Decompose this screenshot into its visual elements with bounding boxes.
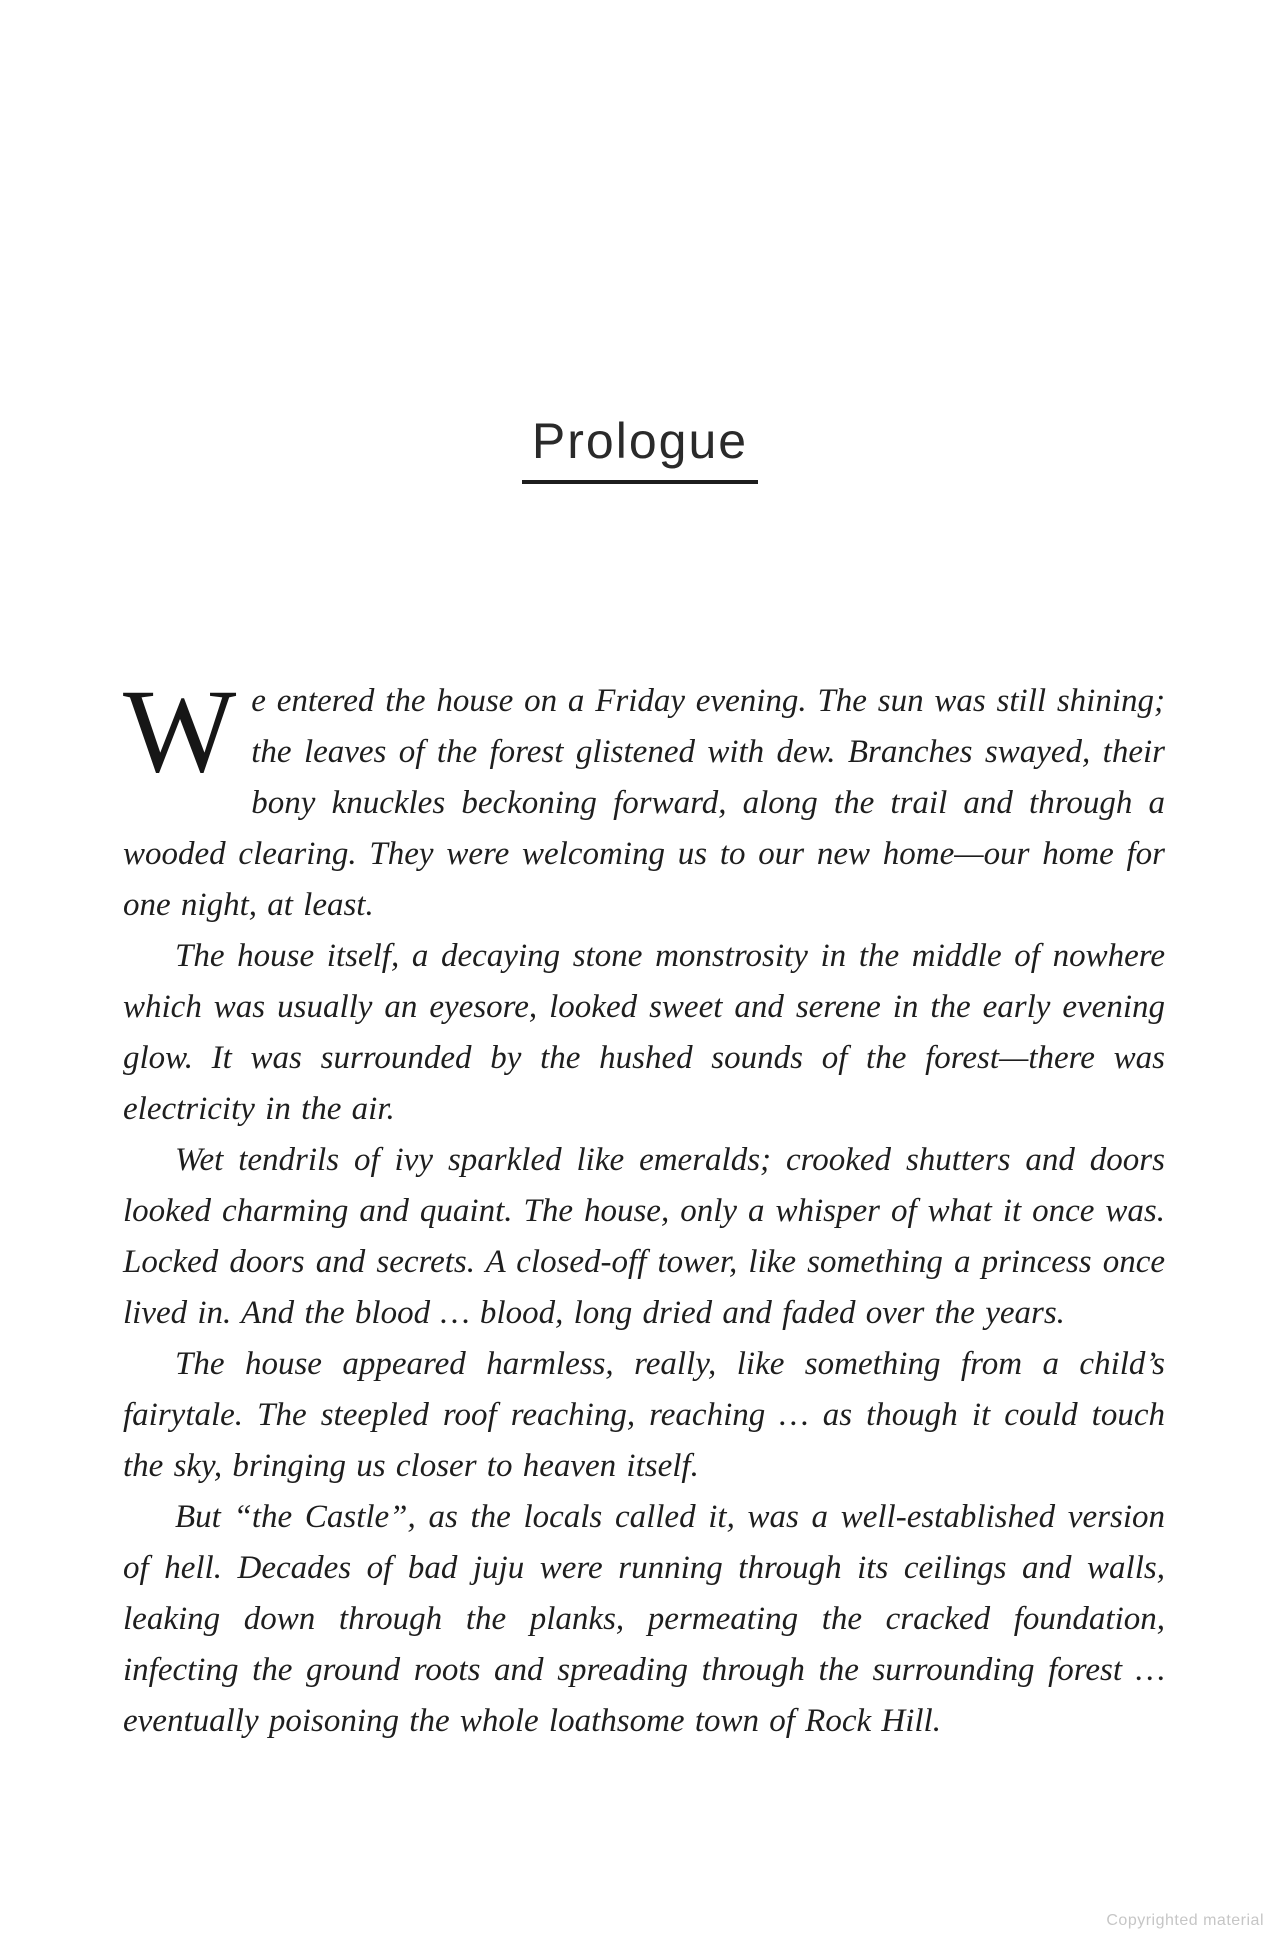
paragraph: The house appeared harmless, really, like something from a child’s fairytale. The steepled roof reaching, reaching … as though it could touch the sky, bringing us closer to heaven itself. <box>123 1346 1165 1484</box>
paragraph-text: e entered the house on a Friday evening. The sun was still shining; the leaves of the forest glistened with dew. Branches swayed, their bony knuckles beckoning forward, along the trail and through a wooded clearing. They were welcoming us to our new home—our home for one night, at least. <box>123 683 1165 923</box>
chapter-heading-block <box>0 414 1280 484</box>
paragraph: But “the Castle”, as the locals called it, was a well-established version of hell. Decades of bad juju were running through its ceilings and walls, leaking down through the planks, permeating the cracked foundation, infecting the ground roots and spreading through the surrounding forest … eventually poisoning the whole loathsome town of Rock Hill. <box>123 1499 1165 1739</box>
paragraph: The house itself, a decaying stone monstrosity in the middle of nowhere which was usually an eyesore, looked sweet and serene in the early evening glow. It was surrounded by the hushed sounds of the forest—there was electricity in the air. <box>123 938 1165 1127</box>
drop-cap: W <box>123 664 237 797</box>
copyright-notice: Copyrighted material <box>1106 1912 1264 1929</box>
paragraph: Wet tendrils of ivy sparkled like emeralds; crooked shutters and doors looked charming and quaint. The house, only a whisper of what it once was. Locked doors and secrets. A closed-off tower, like something a princess once lived in. And the blood … blood, long dried and faded over the years. <box>123 1142 1165 1331</box>
body-text-block <box>123 664 1165 1747</box>
chapter-title: Prologue <box>531 413 749 469</box>
title-underline <box>522 480 758 484</box>
paragraph <box>123 664 1165 931</box>
